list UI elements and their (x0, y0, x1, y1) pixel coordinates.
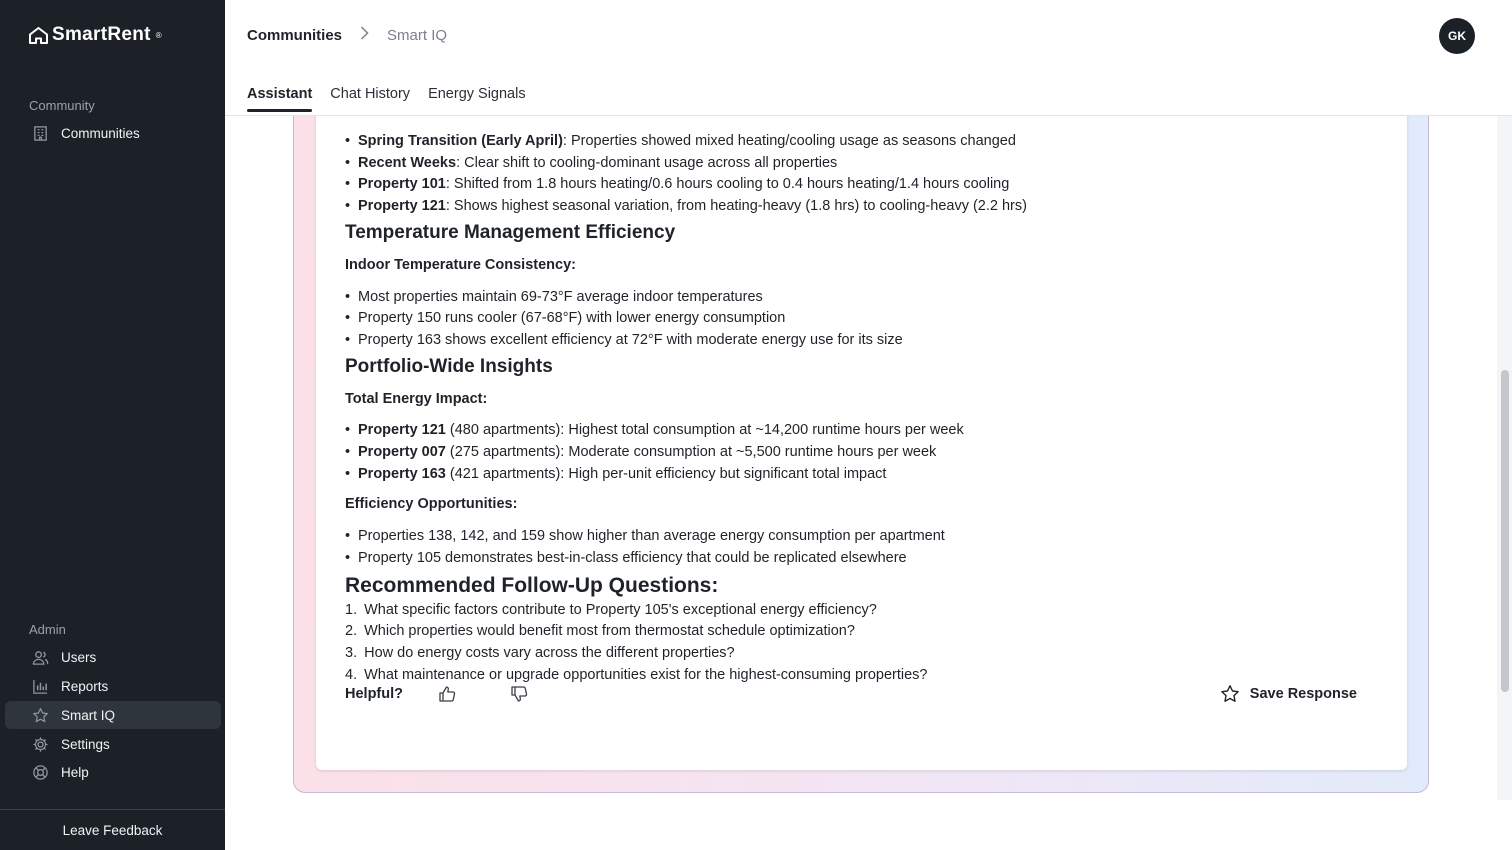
page-header (225, 0, 1512, 116)
question-item: 1. What specific factors contribute to Property 105's exceptional energy efficiency? (345, 601, 877, 618)
star-icon (31, 706, 49, 724)
community-section-label: Community (29, 98, 95, 113)
admin-section-label: Admin (29, 622, 66, 637)
feedback-bar (345, 681, 1357, 707)
sidebar (0, 0, 225, 850)
question-item: 3. How do energy costs vary across the different properties? (345, 644, 735, 661)
sidebar-item-label: Reports (61, 678, 109, 694)
building-icon (31, 124, 49, 142)
opportunities-list (345, 526, 1385, 569)
sidebar-item-label: Smart IQ (61, 707, 116, 723)
tab-bar (247, 86, 526, 111)
list-item: • Spring Transition (Early April): Properties showed mixed heating/cooling usage as seasons changed (345, 131, 1385, 153)
sidebar-item-help[interactable] (5, 758, 221, 786)
portfolio-heading: Portfolio-Wide Insights (345, 355, 553, 377)
thumbs-up-icon[interactable] (437, 684, 457, 704)
response-content (345, 131, 1385, 686)
main-content[interactable] (225, 116, 1497, 850)
question-item: 2. Which properties would benefit most from thermostat schedule optimization? (345, 623, 855, 640)
leave-feedback-button[interactable]: Leave Feedback (0, 809, 225, 850)
tab-chat-history[interactable]: Chat History (330, 86, 411, 102)
assistant-response-frame (293, 116, 1429, 793)
list-item: • Property 101: Shifted from 1.8 hours heating/0.6 hours cooling to 0.4 hours heating/1.4 hours cooling (345, 174, 1385, 196)
assistant-response-card (316, 116, 1407, 770)
star-outline-icon (1220, 684, 1240, 704)
helpful-label: Helpful? (345, 686, 403, 702)
scrollbar-thumb[interactable] (1501, 370, 1509, 692)
list-item: • Property 163 (421 apartments): High per-unit efficiency but significant total impact (345, 464, 1385, 486)
question-item: 4. What maintenance or upgrade opportunities exist for the highest-consuming properties? (345, 666, 928, 683)
sidebar-item-label: Settings (61, 736, 110, 752)
followup-heading: Recommended Follow-Up Questions: (345, 573, 719, 597)
followup-questions (345, 600, 1385, 687)
sidebar-item-label: Users (61, 649, 97, 665)
save-response-button[interactable] (1220, 684, 1357, 704)
list-item: • Property 121 (480 apartments): Highest total consumption at ~14,200 runtime hours per week (345, 420, 1385, 442)
list-item: • Properties 138, 142, and 159 show higher than average energy consumption per apartment (345, 526, 1385, 548)
user-avatar[interactable]: GK (1439, 18, 1475, 54)
list-item: • Property 150 runs cooler (67-68°F) with lower energy consumption (345, 308, 1385, 330)
temperature-subheading: Indoor Temperature Consistency: (345, 256, 576, 273)
sidebar-item-label: Help (61, 764, 89, 780)
temperature-list (345, 287, 1385, 352)
breadcrumb-current: Smart IQ (387, 26, 448, 44)
seasonal-list (345, 131, 1385, 218)
sidebar-item-communities[interactable] (5, 119, 221, 147)
gear-icon (31, 735, 49, 753)
opportunities-subheading: Efficiency Opportunities: (345, 496, 518, 513)
sidebar-item-label: Communities (61, 125, 140, 141)
sidebar-item-reports[interactable] (5, 672, 221, 700)
chevron-right-icon (360, 26, 369, 44)
brand-reg-mark: ® (155, 30, 162, 40)
list-item: • Recent Weeks: Clear shift to cooling-dominant usage across all properties (345, 153, 1385, 175)
temperature-heading: Temperature Management Efficiency (345, 221, 676, 243)
list-item: • Property 105 demonstrates best-in-class efficiency that could be replicated elsewhere (345, 548, 1385, 570)
list-item: • Property 121: Shows highest seasonal variation, from heating-heavy (1.8 hrs) to cooling-heavy (2.2 hrs) (345, 196, 1385, 218)
smartrent-logo[interactable] (29, 24, 162, 46)
bar-chart-icon (31, 677, 49, 695)
breadcrumb (247, 26, 447, 44)
tab-assistant[interactable]: Assistant (247, 86, 312, 111)
sidebar-item-smart-iq[interactable] (5, 701, 221, 729)
thumbs-down-icon[interactable] (509, 684, 529, 704)
list-item: • Property 007 (275 apartments): Moderate consumption at ~5,500 runtime hours per week (345, 442, 1385, 464)
impact-list (345, 420, 1385, 485)
users-icon (31, 648, 49, 666)
sidebar-item-settings[interactable] (5, 730, 221, 758)
sidebar-item-users[interactable] (5, 643, 221, 671)
save-response-label: Save Response (1249, 686, 1357, 702)
brand-name: SmartRent (52, 24, 151, 45)
tab-energy-signals[interactable]: Energy Signals (428, 86, 526, 102)
impact-subheading: Total Energy Impact: (345, 390, 488, 407)
lifebuoy-icon (31, 763, 49, 781)
list-item: • Most properties maintain 69-73°F average indoor temperatures (345, 287, 1385, 309)
house-icon (29, 27, 48, 44)
breadcrumb-communities-link[interactable]: Communities (247, 26, 343, 44)
list-item: • Property 163 shows excellent efficiency at 72°F with moderate energy use for its size (345, 330, 1385, 352)
